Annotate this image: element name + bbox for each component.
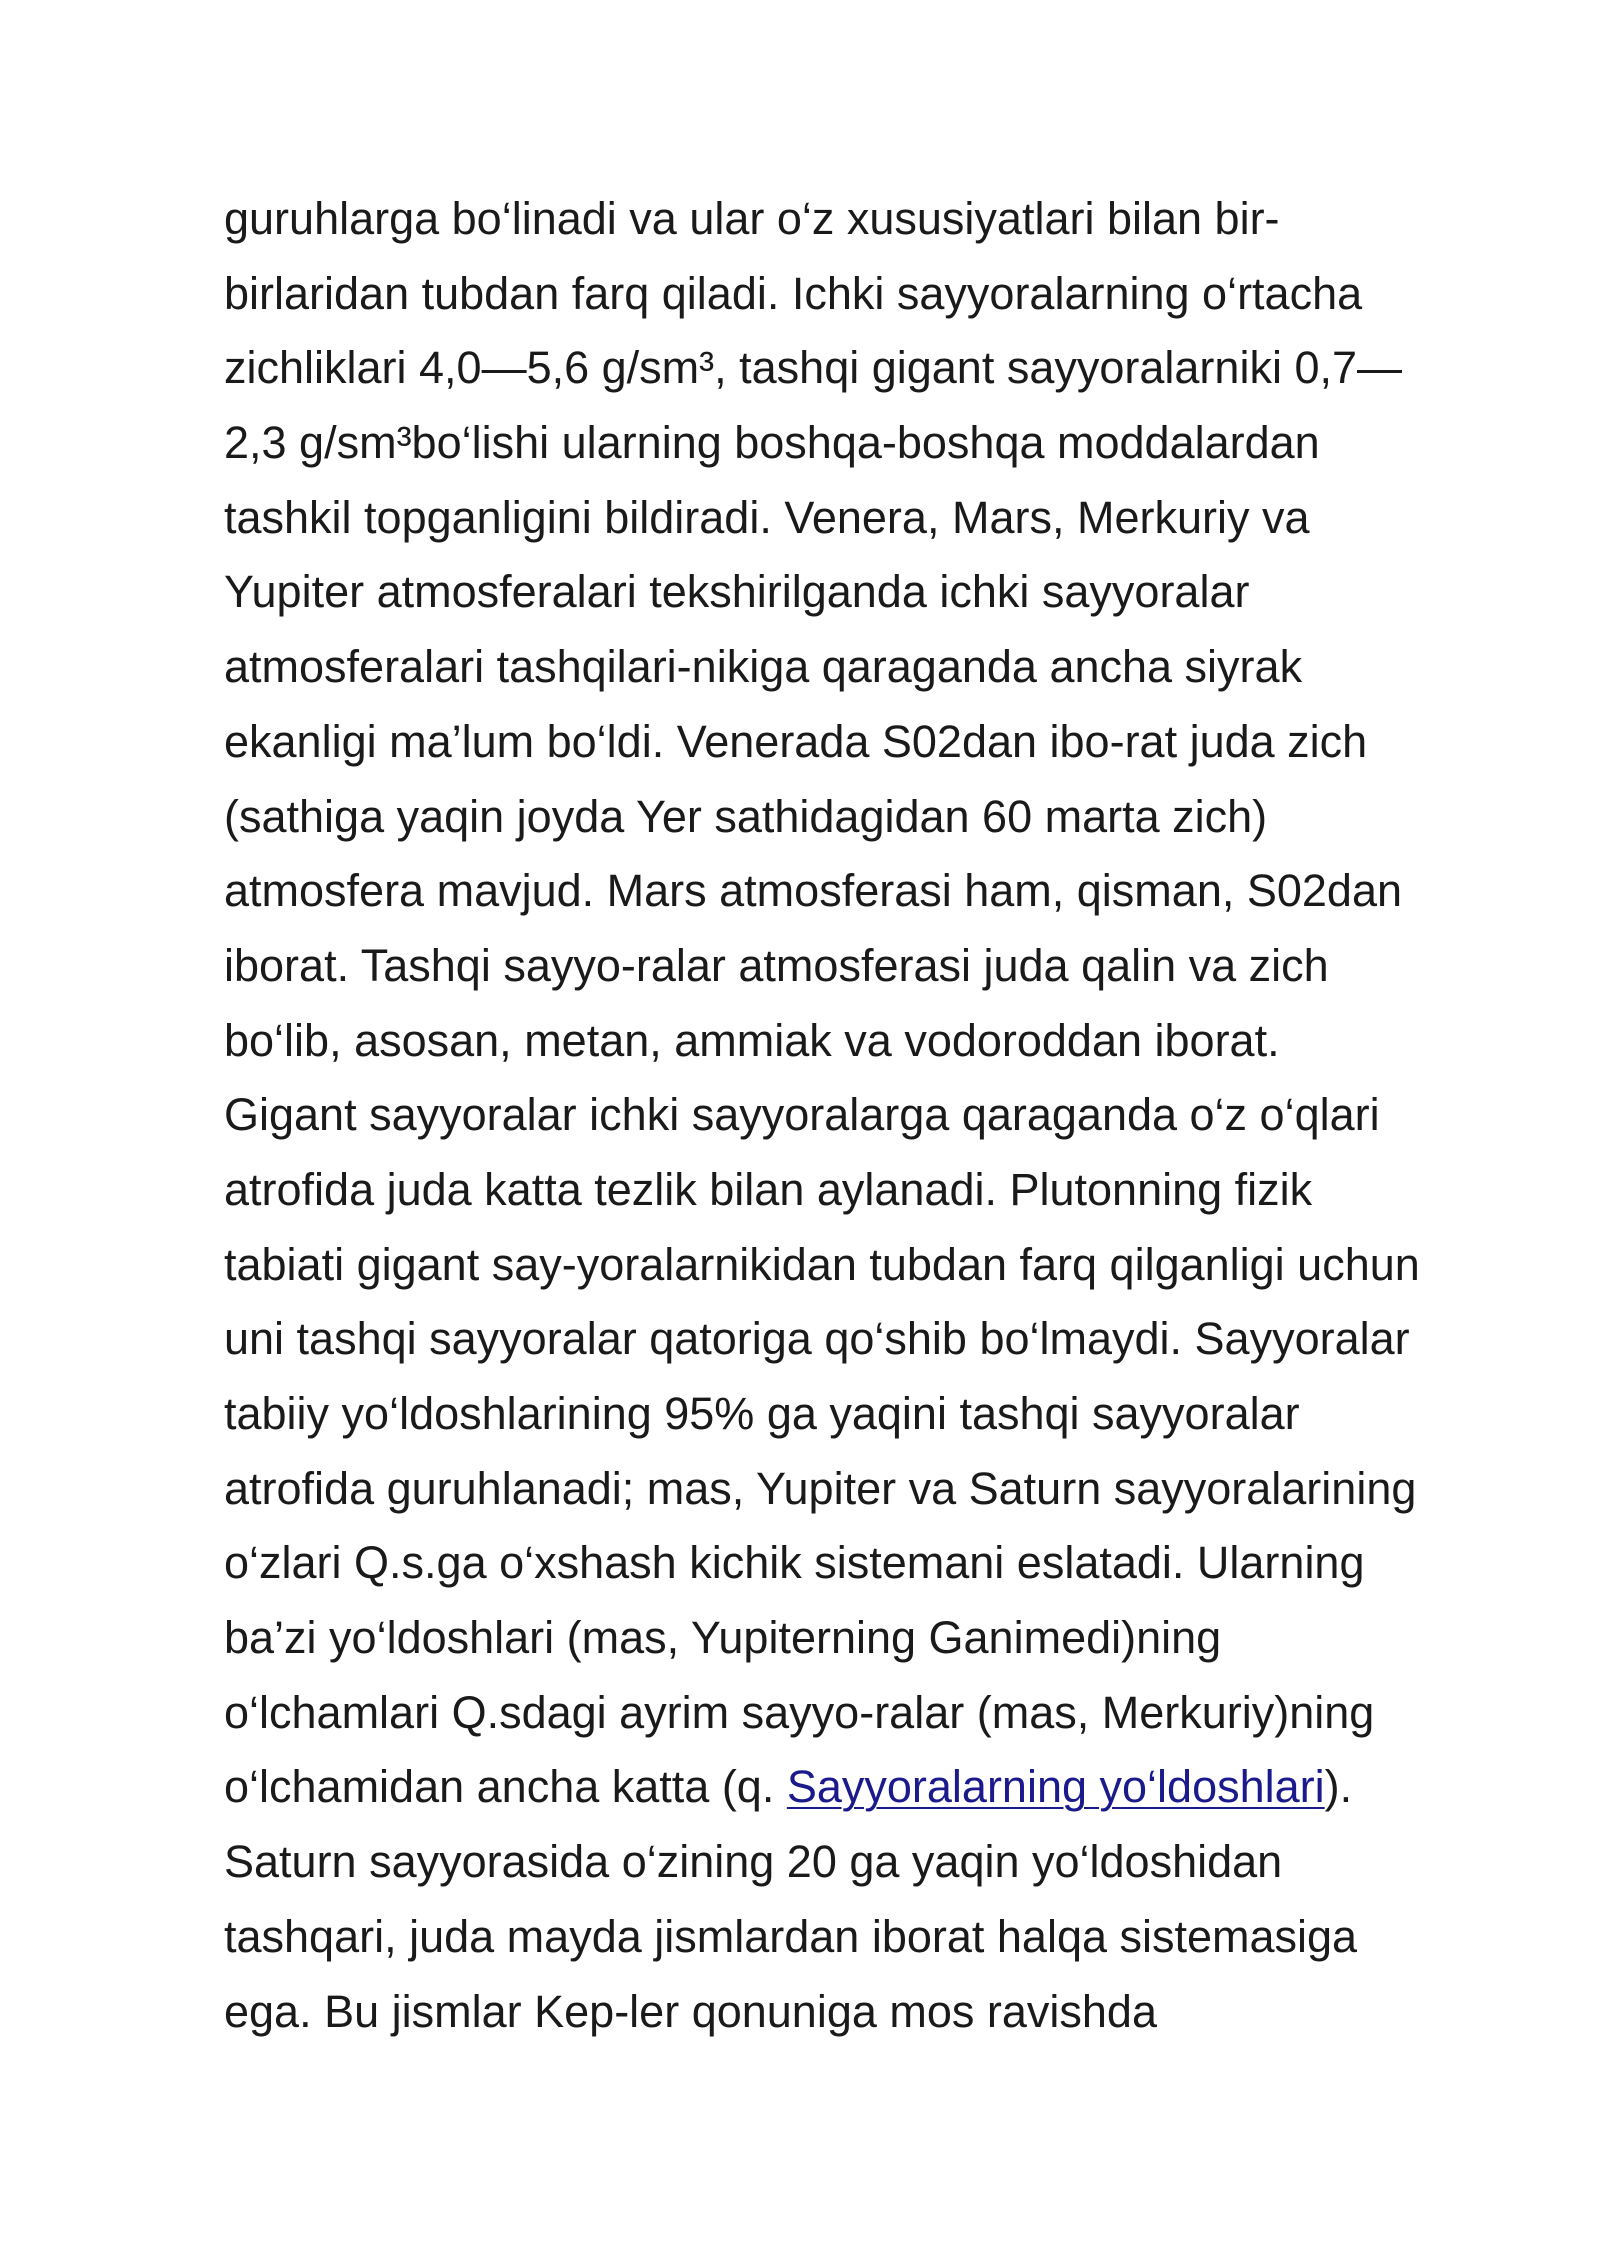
text-line: ekanligi ma’lum bo‘ldi. Venerada S02dan ibo-rat juda zich — [224, 715, 1368, 767]
text-line: Yupiter atmosferalari tekshirilganda ichki sayyoralar — [224, 566, 1250, 618]
text-line: birlaridan tubdan farq qiladi. Ichki sayyoralarning o‘rtacha — [224, 267, 1363, 319]
text-line: ega. Bu jismlar Kep-ler qonuniga mos ravishda — [224, 1985, 1157, 2037]
text-line: tashqari, juda mayda jismlardan iborat halqa sistemasiga — [224, 1910, 1358, 1962]
body-text — [224, 182, 1524, 2049]
text-line: tabiati gigant say-yoralarnikidan tubdan farq qilganligi uchun — [224, 1238, 1420, 1290]
text-line: ba’zi yo‘ldoshlari (mas, Yupiterning Ganimedi)ning — [224, 1612, 1222, 1664]
text-line: iborat. Tashqi sayyo-ralar atmosferasi juda qalin va zich — [224, 939, 1329, 991]
text-line: o‘lchamlari Q.sdagi ayrim sayyo-ralar (mas, Merkuriy)ning — [224, 1686, 1375, 1738]
text-line: 2,3 g/sm³bo‘lishi ularning boshqa-boshqa moddalardan — [224, 417, 1320, 469]
link-line-suffix: ). — [1324, 1761, 1353, 1813]
text-line-with-link — [224, 1750, 1524, 1825]
text-line: bo‘lib, asosan, metan, ammiak va vodoroddan iborat. — [224, 1014, 1280, 1066]
text-line: atmosferalari tashqilari-nikiga qaraganda ancha siyrak — [224, 641, 1303, 693]
text-line: atrofida guruhlanadi; mas, Yupiter va Saturn sayyoralarining — [224, 1462, 1417, 1514]
text-line: guruhlarga bo‘linadi va ular o‘z xususiyatlari bilan bir- — [224, 193, 1280, 244]
text-line: Gigant sayyoralar ichki sayyoralarga qaraganda o‘z o‘qlari — [224, 1089, 1380, 1141]
text-line: uni tashqi sayyoralar qatoriga qo‘shib bo‘lmaydi. Sayyoralar — [224, 1313, 1410, 1365]
text-line: atrofida juda katta tezlik bilan aylanadi. Plutonning fizik — [224, 1163, 1313, 1215]
text-line: Saturn sayyorasida o‘zining 20 ga yaqin yo‘ldoshidan — [224, 1836, 1283, 1888]
text-line: tabiiy yo‘ldoshlarining 95% ga yaqini tashqi sayyoralar — [224, 1388, 1300, 1439]
text-line: zichliklari 4,0—5,6 g/sm³, tashqi gigant sayyoralarniki 0,7— — [224, 342, 1402, 394]
link-line-prefix: o‘lchamidan ancha katta (q. — [224, 1761, 787, 1813]
text-line: o‘zlari Q.s.ga o‘xshash kichik sistemani eslatadi. Ularning — [224, 1537, 1365, 1589]
text-line: tashkil topganligini bildiradi. Venera, Mars, Merkuriy va — [224, 491, 1310, 543]
text-line: atmosfera mavjud. Mars atmosferasi ham, qisman, S02dan — [224, 865, 1402, 917]
sayyoralarning-yoldoshlari-link[interactable]: Sayyoralarning yo‘ldoshlari — [786, 1761, 1325, 1813]
text-line: (sathiga yaqin joyda Yer sathidagidan 60 marta zich) — [224, 790, 1268, 842]
